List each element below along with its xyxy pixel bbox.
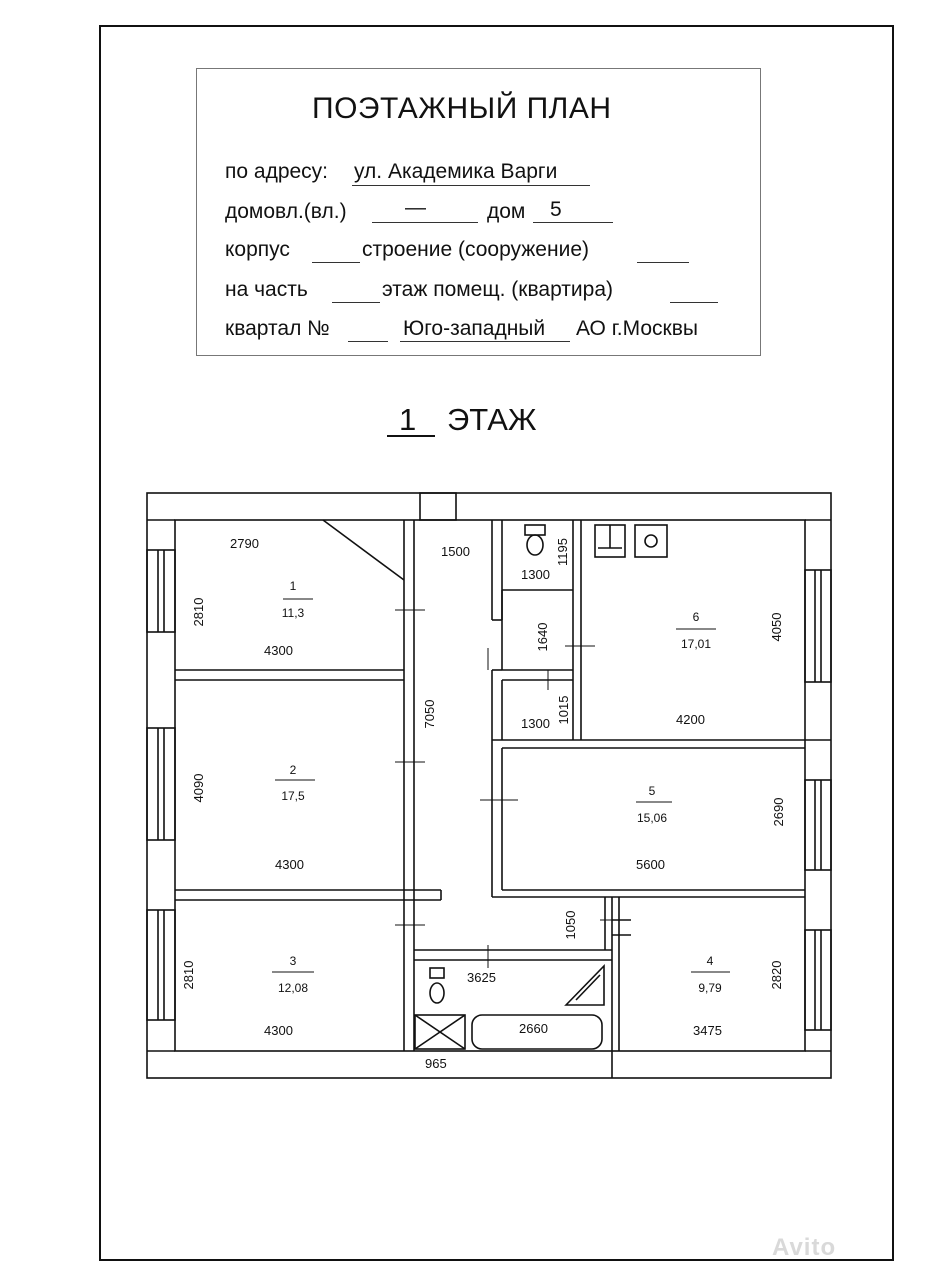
stroenie-label: строение (сооружение) [362, 238, 589, 261]
dim-room6-height: 4050 [769, 612, 784, 642]
room-4-area: 9,79 [698, 981, 722, 995]
room-2-number: 2 [289, 763, 297, 777]
room-3-number: 3 [289, 954, 297, 968]
dim-room2-width: 4300 [275, 857, 304, 872]
house-label: дом [487, 200, 526, 223]
door-marks [272, 599, 730, 972]
dim-room5-height: 2690 [771, 797, 786, 827]
avito-watermark: Avito [772, 1234, 837, 1261]
dim-bathtub-length: 2660 [519, 1021, 548, 1036]
address-value: ул. Академика Варги [354, 160, 558, 183]
dim-bath-width: 3625 [467, 970, 496, 985]
dim-room3-height: 2810 [181, 960, 196, 990]
city-value: АО г.Москвы [576, 317, 698, 340]
dim-room1-height: 2810 [191, 597, 206, 627]
room-6-number: 6 [692, 610, 700, 624]
dim-room6-width: 4200 [676, 712, 705, 727]
dim-wc-width: 1300 [521, 567, 550, 582]
dim-corridor-top: 1500 [441, 544, 470, 559]
dim-corridor-length: 7050 [422, 699, 437, 729]
room-5-number: 5 [648, 784, 656, 798]
dim-room3-width: 4300 [264, 1023, 293, 1038]
dim-room4-height: 2820 [769, 960, 784, 990]
floor-label: ЭТАЖ [447, 402, 537, 437]
domovl-label: домовл.(вл.) [225, 200, 347, 223]
district-value: Юго-западный [403, 317, 546, 340]
dim-room4-width: 3475 [693, 1023, 722, 1038]
room-1-area: 11,3 [281, 606, 305, 620]
dim-room1-width: 4300 [264, 643, 293, 658]
dim-small-room-height: 1015 [556, 695, 571, 725]
house-value: 5 [550, 198, 562, 221]
dim-closet-height: 1640 [535, 622, 550, 652]
dim-room2-height: 4090 [191, 773, 206, 803]
dim-passage-width: 1050 [563, 910, 578, 940]
dim-shaft-width: 965 [425, 1056, 447, 1071]
dim-small-room-width: 1300 [521, 716, 550, 731]
top-wall-opening [420, 493, 456, 520]
outer-wall-outer [147, 493, 831, 1078]
room-5-area: 15,06 [636, 811, 668, 825]
domovl-value: — [405, 196, 426, 219]
floor-number: 1 [399, 402, 417, 437]
kvartal-label: квартал № [225, 317, 330, 340]
dim-room5-width: 5600 [636, 857, 665, 872]
room-6-area: 17,01 [680, 637, 712, 651]
part-label: на часть [225, 278, 308, 301]
plan-title: ПОЭТАЖНЫЙ ПЛАН [312, 92, 612, 125]
room-3-area: 12,08 [277, 981, 309, 995]
dim-room1-width-top: 2790 [230, 536, 259, 551]
dim-wc-height: 1195 [555, 538, 570, 566]
room-1-number: 1 [289, 579, 297, 593]
room-2-area: 17,5 [281, 789, 305, 803]
floor-room-label: этаж помещ. (квартира) [382, 278, 614, 301]
korpus-label: корпус [225, 238, 290, 261]
room-4-number: 4 [706, 954, 714, 968]
address-label: по адресу: [225, 160, 329, 183]
